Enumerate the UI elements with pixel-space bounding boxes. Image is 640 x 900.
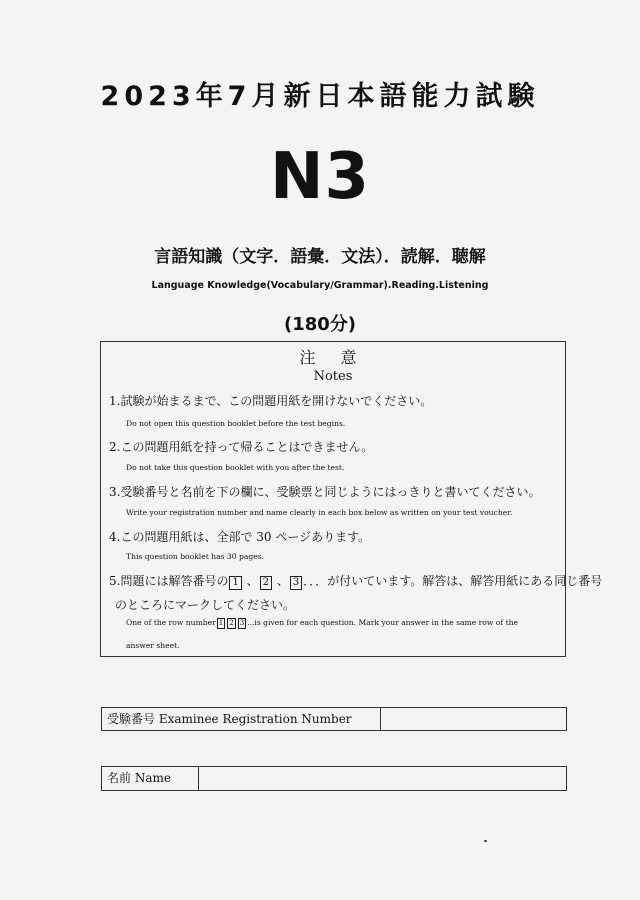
name-label: 名前 Name bbox=[102, 767, 199, 790]
exam-subjects-en: Language Knowledge(Vocabulary/Grammar).Reading.Listening bbox=[151, 280, 489, 291]
note-5-en bbox=[126, 618, 518, 629]
note-5-jp-line2: のところにマークしてください。 bbox=[115, 598, 296, 612]
registration-number-field bbox=[101, 707, 567, 731]
note-5-jp-prefix: 5.問題には解答番号の bbox=[109, 574, 229, 588]
note-5-sep-1: 、 bbox=[246, 574, 259, 588]
answer-number-box-small-1: 1 bbox=[218, 619, 224, 627]
exam-level: N3 bbox=[269, 140, 371, 214]
answer-number-box-small-2: 2 bbox=[229, 619, 234, 627]
note-2-en: Do not take this question booklet with you after the test. bbox=[126, 463, 345, 472]
exam-title: 2023年7月新日本語能力試験 bbox=[100, 81, 540, 112]
note-4-en: This question booklet has 30 pages. bbox=[126, 552, 265, 561]
answer-number-box-1: 1 bbox=[229, 576, 241, 590]
answer-number-box-small-3: 3 bbox=[239, 619, 245, 627]
answer-number-box-3: 3 bbox=[290, 576, 302, 590]
note-5-en-line2: answer sheet. bbox=[126, 641, 180, 650]
note-2-jp: 2.この問題用紙を持って帰ることはできません。 bbox=[109, 440, 374, 454]
name-field bbox=[101, 766, 567, 791]
note-3-jp: 3.受験番号と名前を下の欄に、受験票と同じようにはっきりと書いてください。 bbox=[109, 485, 541, 499]
registration-number-input[interactable] bbox=[381, 708, 566, 730]
exam-duration: (180分) bbox=[283, 314, 357, 335]
answer-number-box-2: 2 bbox=[260, 576, 272, 590]
note-1-en: Do not open this question booklet before the test begins. bbox=[126, 419, 346, 428]
notes-heading-jp: 注 意 bbox=[299, 348, 367, 367]
notes-box bbox=[100, 341, 603, 657]
note-1-jp: 1.試験が始まるまで、この問題用紙を開けないでください。 bbox=[109, 394, 433, 408]
exam-subjects-jp: 言語知識（文字．語彙．文法）．読解．聴解 bbox=[154, 247, 486, 267]
note-5-jp-suffix: ．．．が付いています。解答は、解答用紙にある同じ番号 bbox=[303, 574, 603, 588]
note-4-jp: 4.この問題用紙は、全部で 30 ページあります。 bbox=[109, 530, 371, 544]
note-3-en: Write your registration number and name clearly in each box below as written on your test voucher. bbox=[126, 508, 513, 517]
scan-speck bbox=[484, 840, 487, 842]
note-5-sep-2: 、 bbox=[276, 574, 289, 588]
registration-number-label: 受験番号 Examinee Registration Number bbox=[102, 708, 381, 730]
note-5-jp bbox=[109, 572, 602, 590]
note-5-en-prefix: One of the row number bbox=[126, 618, 216, 627]
note-5-en-suffix: ...is given for each question. Mark your answer in the same row of the bbox=[247, 618, 519, 627]
name-input[interactable] bbox=[199, 767, 566, 790]
notes-heading-en: Notes bbox=[313, 369, 353, 384]
